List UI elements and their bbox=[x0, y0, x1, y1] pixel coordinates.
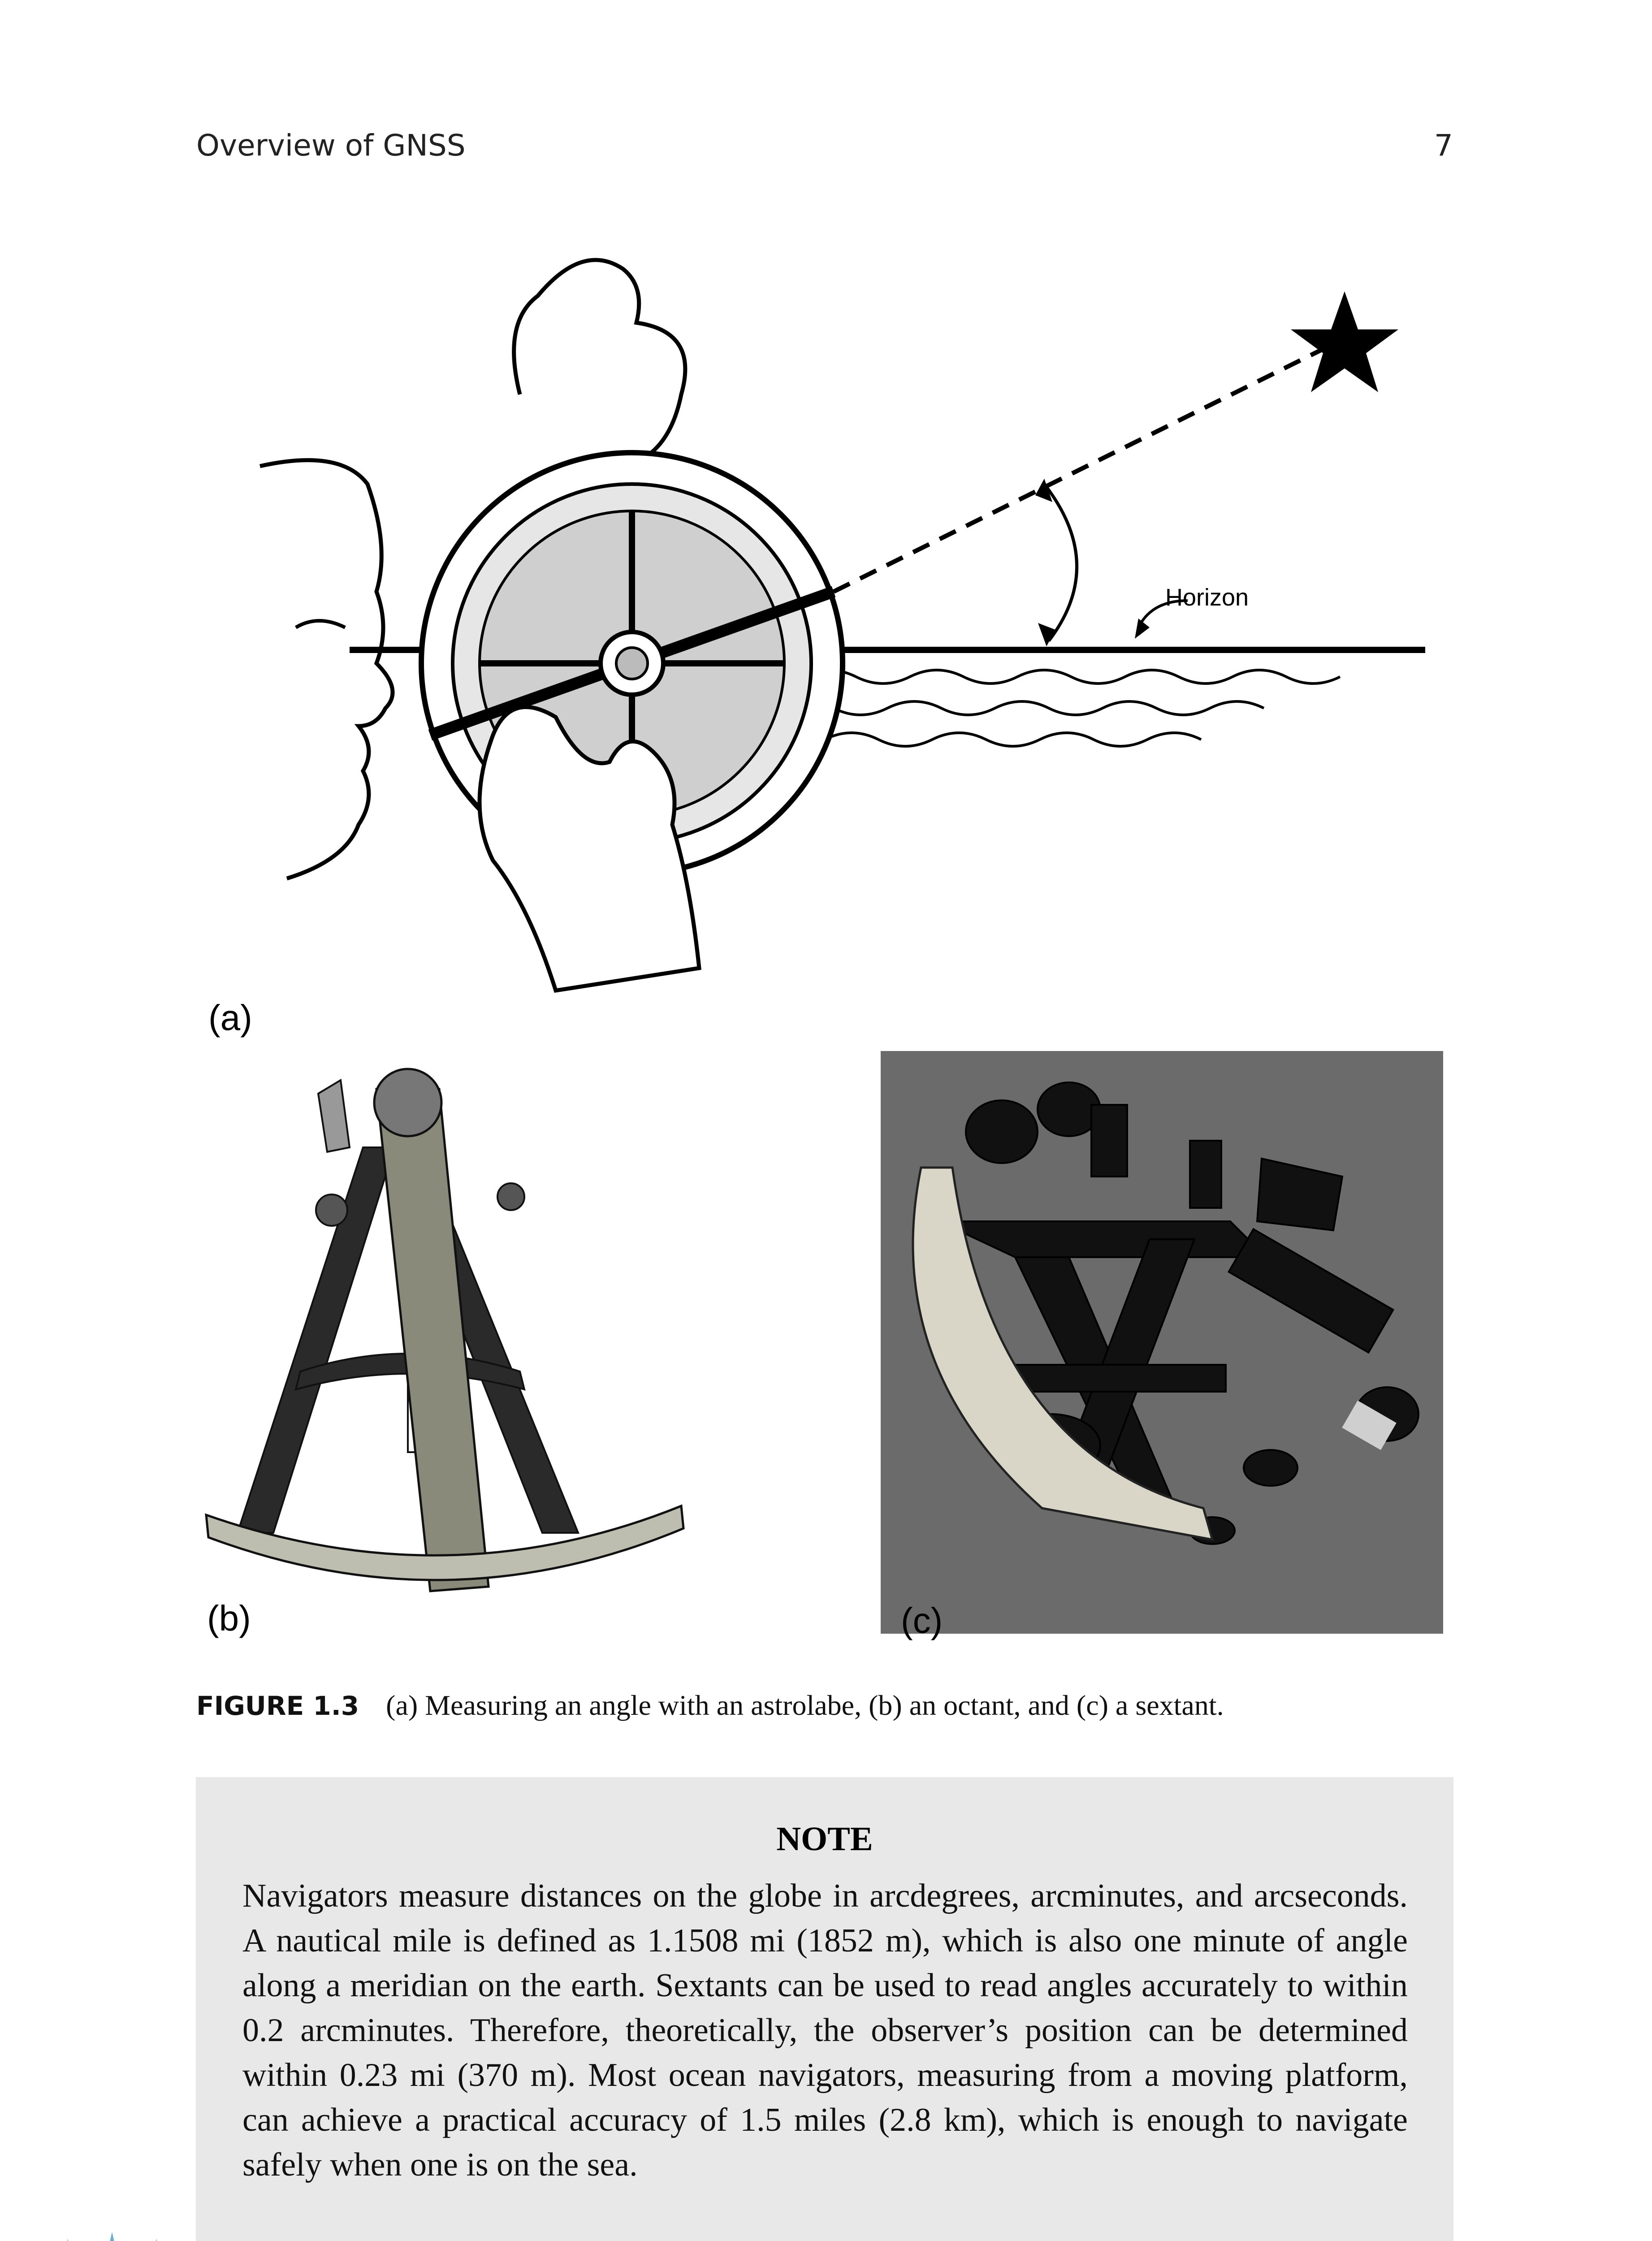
figure-panel-b bbox=[197, 1049, 690, 1627]
figure-panel-a bbox=[242, 233, 1434, 995]
note-title: NOTE bbox=[776, 1820, 873, 1858]
panel-c-label: (c) bbox=[901, 1601, 943, 1640]
page-number: 7 bbox=[1434, 128, 1453, 163]
figure-label: FIGURE 1.3 bbox=[196, 1691, 359, 1721]
figure-caption-text: (a) Measuring an angle with an astrolabe, (b) an octant, and (c) a sextant. bbox=[386, 1689, 1224, 1721]
panel-a-label: (a) bbox=[208, 998, 252, 1038]
horizon-label: Horizon bbox=[1165, 584, 1249, 611]
note-body: Navigators measure distances on the globe in arcdegrees, arcminutes, and arcseconds. A nautical mile is defined as 1.1508 mi (1852 m), which is also one minute of angle along a meridian on the earth. Sextants can be used to read angles accurately to within 0.2 arcminutes. Therefore, theoretically, the observer’s position can be determined within 0.23 mi (370 m). Most ocean navigators, measuring from a moving platform, can achieve a practical accuracy of 1.5 miles (2.8 km), which is enough to navigate safely when one is on the sea. bbox=[242, 1878, 1408, 2183]
running-title: Overview of GNSS bbox=[196, 128, 466, 163]
figure-panel-c bbox=[881, 1051, 1443, 1634]
astrolabe-illustration bbox=[242, 233, 1434, 995]
watermark-graphic bbox=[0, 2223, 1652, 2241]
note-box bbox=[196, 1777, 1453, 2241]
figure-caption bbox=[196, 1689, 1224, 1722]
octant-photo bbox=[197, 1049, 690, 1627]
sun-logo-icon bbox=[0, 2232, 224, 2241]
panel-b-label: (b) bbox=[207, 1598, 251, 1638]
watermark bbox=[0, 2223, 1652, 2241]
sextant-photo bbox=[881, 1051, 1443, 1634]
